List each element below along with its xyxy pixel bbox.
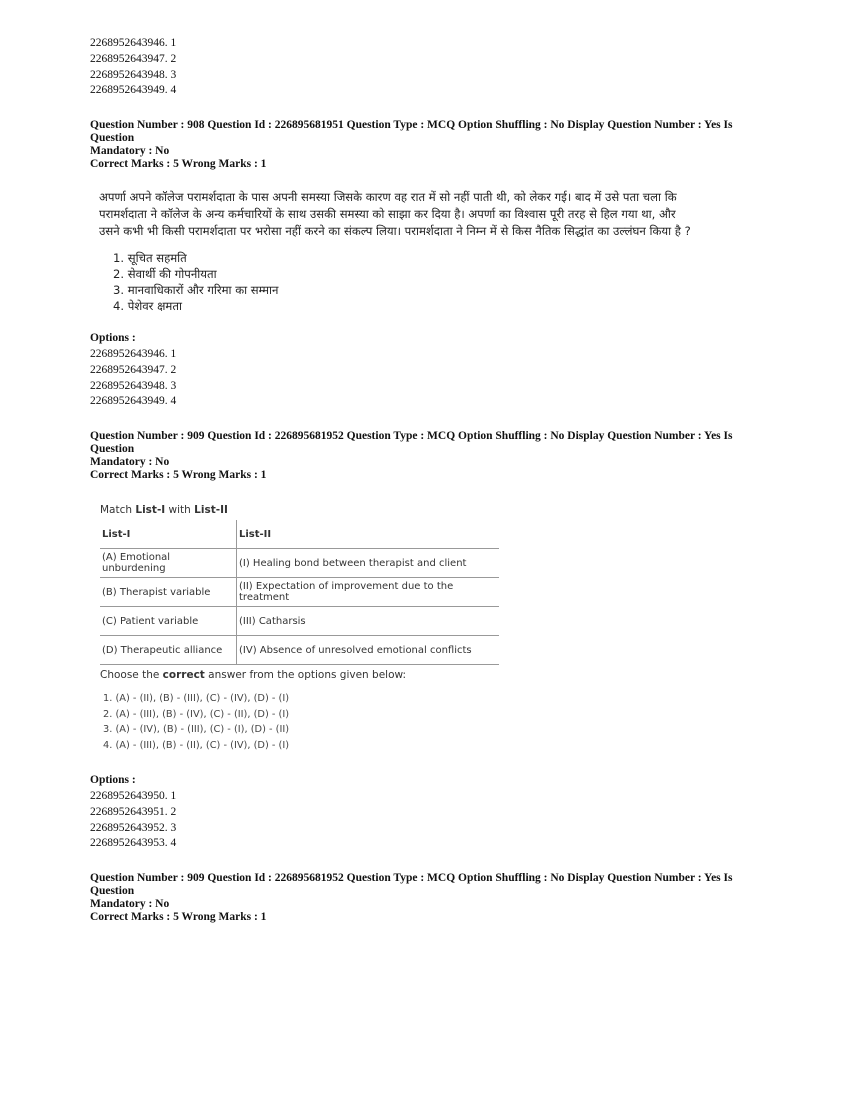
question-909b-meta [90,872,750,924]
table-cell: (D) Therapeutic alliance [100,636,237,665]
answer-item: 1. (A) - (II), (B) - (III), (C) - (IV), (D) - (I) [103,693,290,705]
question-marks: Correct Marks : 5 Wrong Marks : 1 [90,911,267,924]
choice-item: 1. सूचित सहमति [113,251,187,266]
question-meta-line: Question Number : 909 Question Id : 226895681952 Question Type : MCQ Option Shuffling : No Display Question Number : Yes Is Question [90,430,733,456]
choose-prefix: Choose the [100,669,163,682]
question-908-meta [90,119,750,171]
question-marks: Correct Marks : 5 Wrong Marks : 1 [90,469,267,482]
choice-item: 2. सेवार्थी की गोपनीयता [113,267,217,282]
option-id: 2268952643952. 3 [90,821,177,834]
match-instruction [100,504,750,516]
match-table [100,520,499,665]
question-text: अपर्णा अपने कॉलेज परामर्शदाता के पास अपनी समस्या जिसके कारण वह रात में सो नहीं पाती थी, को लेकर गई। बाद में उसे पता चला कि परामर्शदाता ने कॉलेज के अन्य कर्मचारियों के साथ उसकी समस्या को साझा कर दिया है। अपर्णा का विश्वास पूरी तरह से हिल गया था, और उसने कभी भी किसी परामर्शदाता पर भरोसा नहीं करने का संकल्प लिया। परामर्शदाता ने निम्न में से किस नैतिक सिद्धांत का उल्लंघन किया है ? [99,190,691,239]
table-cell: (B) Therapist variable [100,578,237,607]
table-row [100,607,499,636]
question-909-options [90,773,750,852]
choose-bold: correct [162,669,205,682]
option-id: 2268952643950. 1 [90,789,177,802]
question-meta-line: Mandatory : No [90,898,170,911]
table-header: List-II [237,520,500,549]
option-id: 2268952643946. 1 [90,37,177,49]
option-id: 2268952643947. 2 [90,363,177,376]
match-prefix: Match [100,504,136,517]
options-label: Options : [90,332,136,345]
question-meta-line: Mandatory : No [90,145,170,158]
table-cell: (C) Patient variable [100,607,237,636]
question-909-body [90,504,750,753]
answer-item: 2. (A) - (III), (B) - (IV), (C) - (II), (D) - (I) [103,708,290,720]
option-id: 2268952643951. 2 [90,805,177,818]
table-row [100,549,499,578]
choice-item: 3. मानवाधिकारों और गरिमा का सम्मान [113,283,279,298]
question-909-meta [90,430,750,482]
answer-choices [103,691,750,753]
answer-item: 3. (A) - (IV), (B) - (III), (C) - (I), (D) - (II) [103,724,290,736]
table-row [100,636,499,665]
option-id: 2268952643949. 4 [90,395,177,408]
table-cell: (III) Catharsis [237,607,500,636]
table-header: List-I [100,520,237,549]
question-meta-line: Question Number : 909 Question Id : 226895681952 Question Type : MCQ Option Shuffling : No Display Question Number : Yes Is Question [90,872,733,898]
option-id: 2268952643948. 3 [90,379,177,392]
table-cell: (II) Expectation of improvement due to the treatment [237,578,500,607]
answer-item: 4. (A) - (III), (B) - (II), (C) - (IV), (D) - (I) [103,739,290,751]
options-label: Options : [90,774,136,787]
question-908-options [90,331,750,410]
question-choices [99,250,699,314]
match-with: with [165,504,195,517]
table-cell: (IV) Absence of unresolved emotional conflicts [237,636,500,665]
table-cell: (I) Healing bond between therapist and client [237,549,500,578]
table-cell: (A) Emotional unburdening [100,549,237,578]
question-meta-line: Question Number : 908 Question Id : 226895681951 Question Type : MCQ Option Shuffling : No Display Question Number : Yes Is Question [90,119,733,145]
choice-item: 4. पेशेवर क्षमता [113,299,182,314]
question-meta-line: Mandatory : No [90,456,170,469]
table-header-row [100,520,499,549]
option-id: 2268952643949. 4 [90,84,177,97]
document-page [90,36,750,924]
option-id: 2268952643947. 2 [90,52,177,65]
list2-label: List-II [194,504,228,517]
previous-options-list [90,36,750,99]
choose-instruction [100,669,750,681]
option-id: 2268952643953. 4 [90,837,177,850]
option-id: 2268952643946. 1 [90,347,177,360]
option-id: 2268952643948. 3 [90,68,177,81]
table-row [100,578,499,607]
question-908-body [90,189,699,314]
choose-suffix: answer from the options given below: [204,669,407,682]
list1-label: List-I [135,504,166,517]
question-marks: Correct Marks : 5 Wrong Marks : 1 [90,158,267,171]
